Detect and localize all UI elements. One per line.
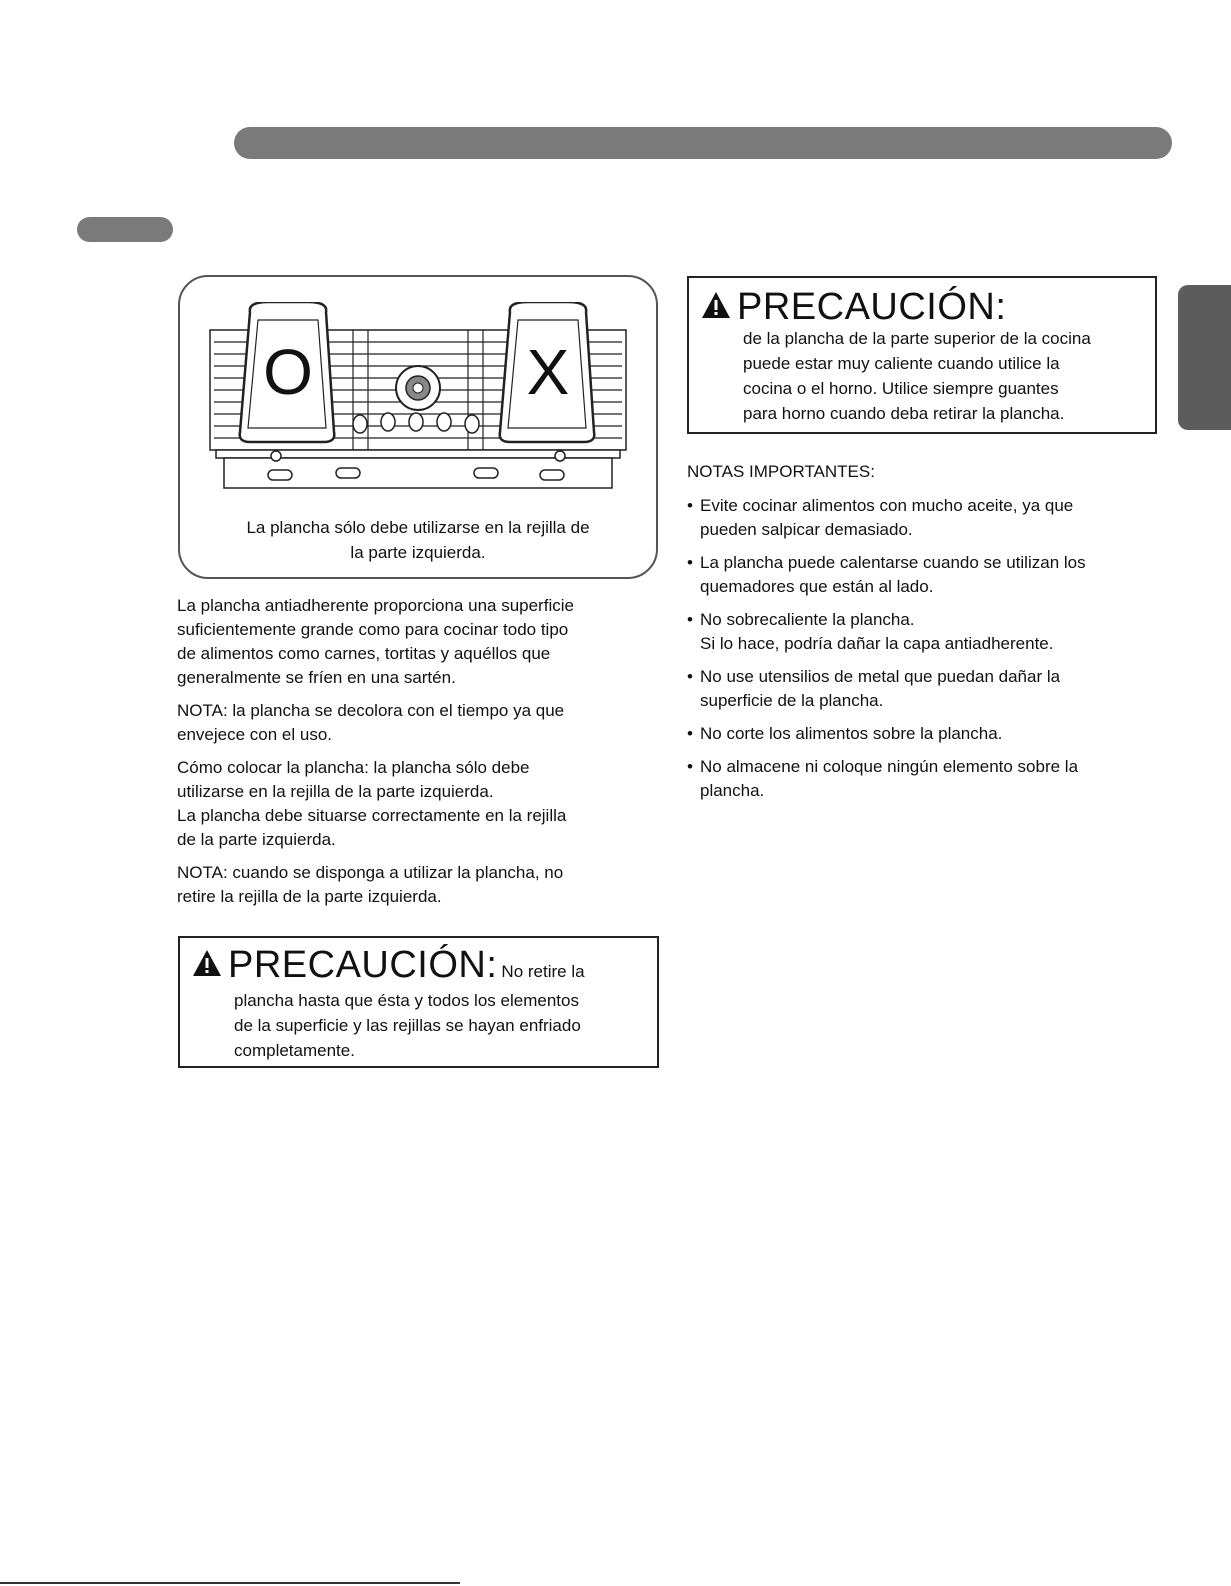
bullet: • — [687, 496, 693, 515]
text-line: plancha hasta que ésta y todos los elementos — [234, 991, 579, 1010]
caution-body — [743, 326, 1091, 426]
text-line: completamente. — [234, 1041, 355, 1060]
warning-icon — [192, 949, 222, 977]
text-line: pueden salpicar demasiado. — [700, 520, 913, 539]
text-line: No corte los alimentos sobre la plancha. — [700, 724, 1003, 743]
text-line: La plancha puede calentarse cuando se utilizan los — [700, 553, 1086, 572]
illustration-caption — [180, 515, 656, 565]
side-tab — [1178, 285, 1231, 430]
caution-body — [234, 988, 581, 1063]
text-line: No almacene ni coloque ningún elemento sobre la — [700, 757, 1079, 776]
text-line: cocina o el horno. Utilice siempre guantes — [743, 379, 1059, 398]
text-line: retire la rejilla de la parte izquierda. — [177, 887, 442, 906]
text-line: de la plancha de la parte superior de la cocina — [743, 329, 1091, 348]
left-text-column — [177, 594, 647, 918]
caption-line: la parte izquierda. — [350, 543, 486, 562]
caution-box-left — [178, 936, 659, 1068]
bullet: • — [687, 724, 693, 743]
caution-heading — [701, 287, 1006, 327]
griddle-illustration-box — [178, 275, 658, 579]
list-item — [687, 722, 1157, 746]
text-line: de la superficie y las rejillas se hayan enfriado — [234, 1016, 581, 1035]
list-item — [687, 494, 1157, 542]
bullet: • — [687, 610, 693, 629]
list-item — [687, 665, 1157, 713]
paragraph — [177, 756, 647, 852]
list-item — [687, 551, 1157, 599]
text-line: NOTA: cuando se disponga a utilizar la plancha, no — [177, 863, 564, 882]
text-line: No use utensilios de metal que puedan dañar la — [700, 667, 1061, 686]
text-line: Evite cocinar alimentos con mucho aceite, ya que — [700, 496, 1074, 515]
text-line: La plancha antiadherente proporciona una superficie — [177, 596, 574, 615]
text-line: puede estar muy caliente cuando utilice la — [743, 354, 1060, 373]
notes-list — [687, 494, 1157, 803]
incorrect-position-symbol: X — [526, 336, 570, 408]
text-line: de la parte izquierda. — [177, 830, 336, 849]
text-line: plancha. — [700, 781, 765, 800]
footer-rule — [0, 1582, 460, 1584]
caption-line: La plancha sólo debe utilizarse en la rejilla de — [246, 518, 590, 537]
notes-title: NOTAS IMPORTANTES: — [687, 462, 875, 481]
text-line: quemadores que están al lado. — [700, 577, 934, 596]
text-line: utilizarse en la rejilla de la parte izquierda. — [177, 782, 494, 801]
paragraph — [177, 699, 647, 747]
paragraph — [177, 594, 647, 690]
important-notes — [687, 460, 1157, 812]
text-line: NOTA: la plancha se decolora con el tiempo ya que — [177, 701, 565, 720]
warning-icon — [701, 291, 731, 319]
text-line: La plancha debe situarse correctamente en la rejilla — [177, 806, 567, 825]
text-line: No sobrecaliente la plancha. — [700, 610, 915, 629]
section-pill — [77, 217, 173, 242]
caution-box-right — [687, 276, 1157, 434]
bullet: • — [687, 667, 693, 686]
list-item — [687, 755, 1157, 803]
caution-title: PRECAUCIÓN: — [228, 944, 498, 986]
text-line: envejece con el uso. — [177, 725, 332, 744]
header-bar — [234, 127, 1172, 159]
text-line: generalmente se fríen en una sartén. — [177, 668, 456, 687]
text-line: de alimentos como carnes, tortitas y aquéllos que — [177, 644, 551, 663]
text-line: superficie de la plancha. — [700, 691, 884, 710]
cooktop-illustration — [208, 302, 628, 502]
caution-heading — [192, 945, 585, 985]
text-line: para horno cuando deba retirar la plancha. — [743, 404, 1065, 423]
bullet: • — [687, 757, 693, 776]
text-line: Si lo hace, podría dañar la capa antiadherente. — [700, 634, 1054, 653]
list-item — [687, 608, 1157, 656]
text-line: Cómo colocar la plancha: la plancha sólo debe — [177, 758, 530, 777]
caution-inline-text: No retire la — [501, 962, 585, 981]
text-line: suficientemente grande como para cocinar todo tipo — [177, 620, 569, 639]
paragraph — [177, 861, 647, 909]
caution-title: PRECAUCIÓN: — [737, 286, 1007, 328]
correct-position-symbol: O — [263, 336, 313, 408]
bullet: • — [687, 553, 693, 572]
